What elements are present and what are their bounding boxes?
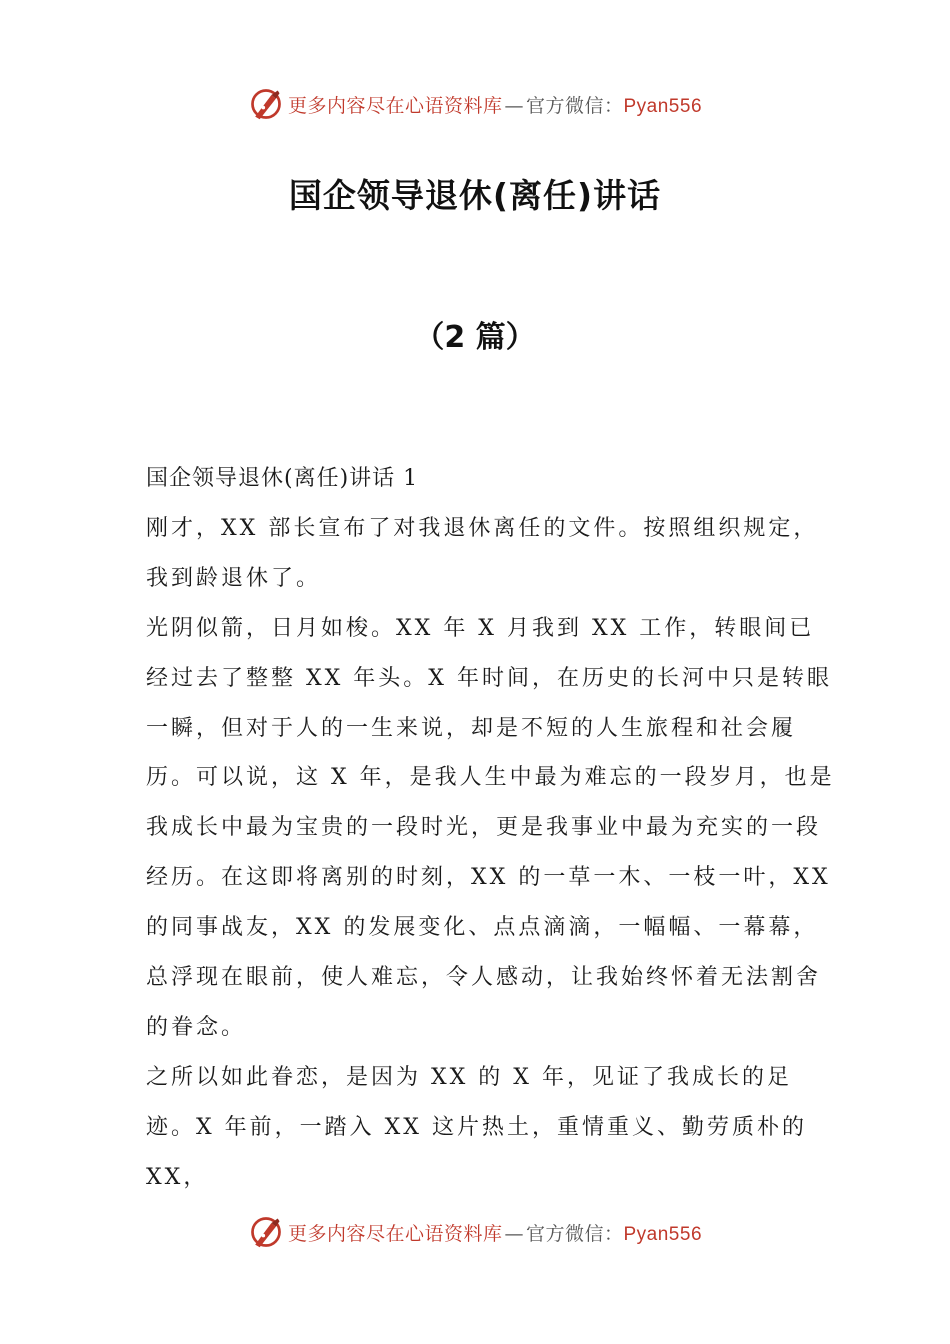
- document-title: 国企领导退休(离任)讲话: [288, 176, 662, 215]
- watermark-text: 更多内容尽在心语资料库 — 官方微信：Pyan556: [287, 1222, 703, 1245]
- document-body: [146, 454, 836, 1203]
- paragraph: 之所以如此眷恋，是因为 XX 的 X 年，见证了我成长的足迹。X 年前，一踏入 XX 这片热土，重情重义、勤劳质朴的 XX，: [146, 1064, 807, 1190]
- watermark-text: 更多内容尽在心语资料库 — 官方微信：Pyan556: [287, 94, 703, 117]
- pen-nib-logo-icon: [248, 86, 284, 122]
- watermark-footer: [0, 1212, 950, 1252]
- pen-nib-logo-icon: [248, 1214, 284, 1250]
- paragraph: 刚才，XX 部长宣布了对我退休离任的文件。按照组织规定，我到龄退休了。: [146, 515, 819, 591]
- section-heading: 国企领导退休(离任)讲话 1: [146, 466, 419, 491]
- document-subtitle: （2 篇）: [414, 320, 536, 355]
- watermark-header: [0, 84, 950, 124]
- paragraph: 光阴似箭，日月如梭。XX 年 X 月我到 XX 工作，转眼间已经过去了整整 XX 年头。X 年时间，在历史的长河中只是转眼一瞬，但对于人的一生来说，却是不短的人生旅程和社会履历。可以说，这 X 年，是我人生中最为难忘的一段岁月，也是我成长中最为宝贵的一段时光，更是我事业中最为充实的一段经历。在这即将离别的时刻，XX 的一草一木、一枝一叶，XX 的同事战友，XX 的发展变化、点点滴滴，一幅幅、一幕幕，总浮现在眼前，使人难忘，令人感动，让我始终怀着无法割舍的眷念。: [146, 615, 835, 1040]
